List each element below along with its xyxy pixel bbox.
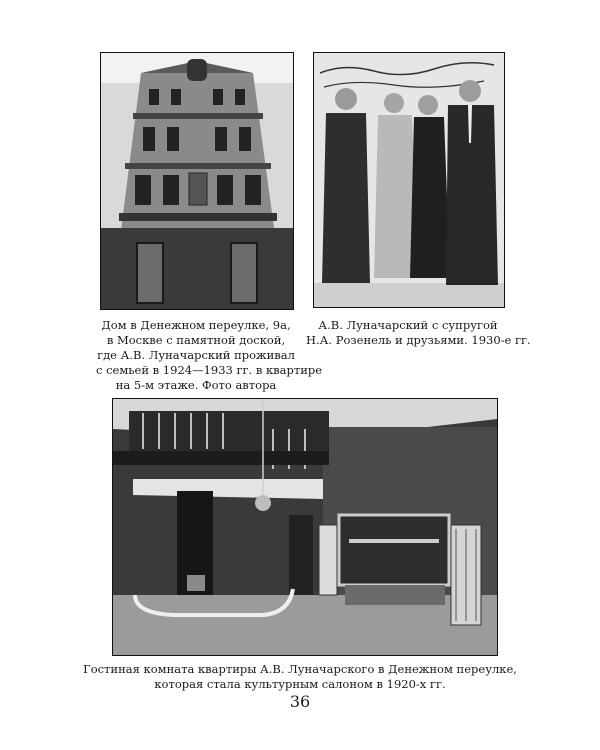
caption-line: Н.А. Розенель и друзьями. 1930-е гг. (306, 333, 531, 347)
building-photo (100, 52, 294, 310)
group-photo (313, 52, 505, 308)
livingroom-photo (112, 398, 498, 656)
caption-line: на 5-м этаже. Фото автора (115, 378, 277, 392)
building-photo-caption (96, 318, 323, 393)
caption-line: где А.В. Луначарский проживал (97, 348, 295, 362)
caption-line: Гостиная комната квартиры А.В. Луначарского в Денежном переулке, (83, 662, 517, 676)
livingroom-photo-caption (60, 662, 540, 692)
caption-line: с семьей в 1924—1933 гг. в квартире (96, 363, 323, 377)
caption-line: которая стала культурным салоном в 1920-х гг. (154, 677, 446, 691)
livingroom-interior-image (113, 399, 497, 655)
caption-line: в Москве с памятной доской, (106, 333, 286, 347)
caption-line: А.В. Луначарский с супругой (318, 318, 498, 332)
caption-line: Дом в Денежном переулке, 9а, (101, 318, 291, 332)
group-photo-caption (306, 318, 531, 348)
page-number: 36 (289, 692, 311, 711)
group-portrait-image (314, 53, 504, 307)
building-facade-image (101, 53, 293, 309)
